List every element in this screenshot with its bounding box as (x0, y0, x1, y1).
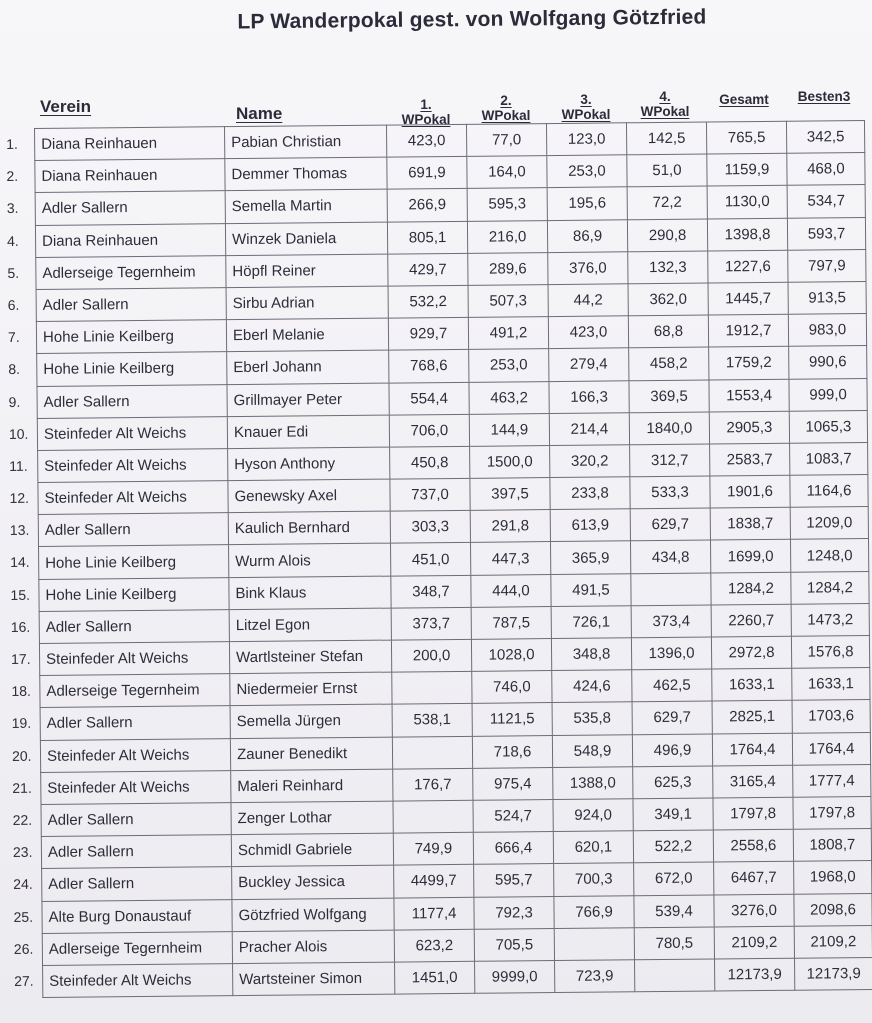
cell-pokal-3 (554, 927, 634, 960)
cell-name: Maleri Reinhard (231, 769, 393, 803)
cell-verein: Hohe Linie Keilberg (37, 352, 227, 386)
header-pokal-1-label: WPokal (401, 112, 451, 127)
cell-pokal-3: 726,1 (551, 606, 631, 639)
cell-verein: Diana Reinhauen (35, 159, 225, 193)
rank-number: 16. (10, 618, 31, 635)
rank-number: 22. (12, 811, 33, 828)
cell-besten3: 913,5 (788, 281, 866, 314)
cell-verein: Adlerseige Tegernheim (40, 674, 230, 708)
cell-pokal-1: 423,0 (386, 124, 466, 157)
cell-pokal-4: 539,4 (634, 895, 714, 928)
cell-pokal-4: 533,3 (630, 476, 710, 509)
rank-number: 25. (13, 908, 34, 925)
cell-pokal-2: 289,6 (468, 252, 548, 285)
cell-gesamt: 3276,0 (714, 894, 794, 927)
cell-pokal-1: 532,2 (388, 285, 468, 318)
cell-pokal-1: 176,7 (393, 768, 473, 801)
document-title: LP Wanderpokal gest. von Wolfgang Götzfried (237, 5, 707, 34)
cell-gesamt: 1130,0 (707, 186, 787, 219)
cell-pokal-2: 144,9 (469, 413, 549, 446)
rank-number: 3. (6, 200, 19, 217)
header-pokal-1-number: 1. (420, 97, 432, 112)
rank-number: 26. (13, 940, 34, 957)
cell-pokal-2: 9999,0 (475, 960, 555, 993)
cell-verein: Diana Reinhauen (35, 127, 225, 161)
cell-pokal-3: 44,2 (548, 284, 628, 317)
rank-number: 11. (9, 457, 28, 474)
cell-name: Semella Martin (225, 189, 387, 223)
cell-verein: Steinfeder Alt Weichs (37, 416, 227, 450)
cell-pokal-4: 434,8 (630, 540, 710, 573)
cell-pokal-1: 429,7 (388, 253, 468, 286)
cell-pokal-3: 423,0 (548, 316, 628, 349)
header-pokal-4-label: WPokal (640, 104, 690, 119)
cell-pokal-4: 1840,0 (629, 412, 709, 445)
cell-pokal-3: 365,9 (550, 541, 630, 574)
cell-besten3: 1473,2 (791, 603, 869, 636)
cell-pokal-4: 672,0 (634, 862, 714, 895)
cell-verein: Hohe Linie Keilberg (39, 545, 229, 579)
header-pokal-2-number: 2. (500, 93, 512, 108)
cell-pokal-4: 629,7 (630, 508, 710, 541)
cell-verein: Adler Sallern (40, 706, 230, 740)
cell-name: Winzek Daniela (225, 222, 387, 256)
cell-pokal-2: 291,8 (470, 510, 550, 543)
cell-pokal-1 (393, 800, 473, 833)
rank-number: 27. (14, 972, 34, 989)
cell-gesamt: 2972,8 (711, 636, 791, 669)
cell-pokal-3: 491,5 (551, 573, 631, 606)
cell-besten3: 2109,2 (794, 925, 872, 958)
cell-pokal-3: 233,8 (550, 477, 630, 510)
cell-besten3: 468,0 (787, 153, 865, 186)
cell-name: Pabian Christian (224, 125, 386, 159)
cell-name: Eberl Melanie (226, 318, 388, 352)
cell-pokal-2: 463,2 (469, 381, 549, 414)
cell-pokal-3: 548,9 (552, 734, 632, 767)
cell-pokal-1: 768,6 (389, 350, 469, 383)
cell-pokal-2: 447,3 (471, 542, 551, 575)
cell-name: Zenger Lothar (231, 801, 393, 835)
cell-pokal-2: 705,5 (474, 928, 554, 961)
cell-pokal-4: 132,3 (628, 251, 708, 284)
rank-number: 13. (9, 522, 30, 539)
cell-pokal-4: 522,2 (633, 830, 713, 863)
cell-besten3: 1777,4 (793, 764, 871, 797)
cell-pokal-1: 303,3 (390, 511, 470, 544)
cell-pokal-1: 737,0 (390, 478, 470, 511)
cell-besten3: 593,7 (787, 217, 865, 250)
cell-name: Sirbu Adrian (226, 286, 388, 320)
cell-besten3: 1703,6 (792, 700, 870, 733)
header-pokal-3-number: 3. (580, 92, 592, 107)
cell-gesamt: 1227,6 (708, 250, 788, 283)
cell-name: Genewsky Axel (228, 479, 390, 513)
cell-verein: Steinfeder Alt Weichs (38, 481, 228, 515)
cell-verein: Adlerseige Tegernheim (36, 255, 226, 289)
cell-pokal-1: 929,7 (388, 317, 468, 350)
cell-name: Schmidl Gabriele (231, 833, 393, 867)
cell-besten3: 1764,4 (792, 732, 870, 765)
cell-pokal-3: 700,3 (554, 863, 634, 896)
cell-verein: Adler Sallern (42, 867, 232, 901)
cell-pokal-3: 723,9 (555, 960, 635, 993)
rank-number: 7. (7, 329, 20, 346)
cell-pokal-4: 496,9 (632, 734, 712, 767)
rank-number: 5. (7, 264, 20, 281)
cell-pokal-1: 749,9 (393, 832, 473, 865)
cell-pokal-3: 195,6 (547, 187, 627, 220)
cell-pokal-2: 507,3 (468, 285, 548, 318)
cell-name: Pracher Alois (232, 930, 394, 964)
cell-verein: Adler Sallern (35, 191, 225, 225)
header-besten3 (784, 89, 864, 104)
cell-pokal-3: 924,0 (553, 799, 633, 832)
cell-pokal-1: 1177,4 (394, 897, 474, 930)
header-besten3-label: Besten3 (797, 89, 851, 104)
cell-gesamt: 1838,7 (710, 508, 790, 541)
cell-gesamt: 1699,0 (710, 540, 790, 573)
cell-gesamt: 3165,4 (713, 765, 793, 798)
cell-pokal-4 (631, 573, 711, 606)
cell-besten3: 1968,0 (794, 861, 872, 894)
cell-gesamt: 12173,9 (715, 958, 795, 991)
rank-number: 17. (11, 650, 31, 667)
cell-pokal-1: 1451,0 (395, 961, 475, 994)
rank-number: 15. (10, 586, 31, 603)
header-pokal-2 (466, 93, 546, 123)
cell-pokal-2: 491,2 (468, 317, 548, 350)
cell-gesamt: 2583,7 (710, 443, 790, 476)
cell-besten3: 1633,1 (792, 668, 870, 701)
cell-besten3: 2098,6 (794, 893, 872, 926)
cell-pokal-4: 462,5 (632, 669, 712, 702)
cell-besten3: 342,5 (786, 121, 864, 154)
rank-number: 23. (12, 843, 33, 861)
cell-pokal-4: 373,4 (631, 605, 711, 638)
header-pokal-1 (386, 97, 466, 127)
rank-number: 4. (7, 232, 19, 249)
cell-gesamt: 2905,3 (709, 411, 789, 444)
cell-pokal-2: 253,0 (469, 349, 549, 382)
cell-pokal-2: 666,4 (473, 832, 553, 865)
cell-pokal-4: 68,8 (628, 315, 708, 348)
cell-pokal-1: 538,1 (392, 704, 472, 737)
cell-pokal-3: 253,0 (547, 155, 627, 188)
cell-verein: Steinfeder Alt Weichs (41, 770, 231, 804)
cell-pokal-2: 746,0 (472, 671, 552, 704)
cell-besten3: 1083,7 (790, 442, 868, 475)
cell-besten3: 1248,0 (790, 539, 868, 572)
rank-number: 9. (8, 393, 21, 410)
cell-pokal-2: 1028,0 (471, 639, 551, 672)
cell-gesamt: 1284,2 (711, 572, 791, 605)
cell-name: Wartsteiner Simon (233, 962, 395, 996)
header-pokal-3 (546, 92, 626, 122)
cell-name: Grillmayer Peter (227, 383, 389, 417)
cell-verein: Hohe Linie Keilberg (39, 577, 229, 611)
cell-gesamt: 2260,7 (711, 604, 791, 637)
cell-pokal-3: 613,9 (550, 509, 630, 542)
cell-name: Kaulich Bernhard (228, 511, 390, 545)
cell-verein: Hohe Linie Keilberg (36, 320, 226, 354)
cell-gesamt: 1764,4 (712, 733, 792, 766)
rank-number: 8. (8, 361, 21, 378)
cell-pokal-3: 123,0 (546, 123, 626, 156)
cell-pokal-4: 312,7 (630, 444, 710, 477)
header-pokal-2-label: WPokal (481, 108, 531, 123)
rank-number: 20. (11, 747, 32, 764)
cell-pokal-2: 595,3 (467, 188, 547, 221)
cell-verein: Adler Sallern (39, 609, 229, 643)
header-name: Name (236, 104, 283, 123)
cell-verein: Diana Reinhauen (35, 223, 225, 257)
results-table-body (35, 121, 872, 998)
cell-besten3: 999,0 (789, 378, 867, 411)
cell-name: Buckley Jessica (232, 865, 394, 899)
cell-besten3: 990,6 (789, 346, 867, 379)
cell-name: Wartlsteiner Stefan (229, 640, 391, 674)
table-row (43, 957, 872, 997)
cell-gesamt: 2109,2 (714, 926, 794, 959)
cell-pokal-3: 766,9 (554, 895, 634, 928)
rank-number: 1. (6, 135, 18, 152)
cell-verein: Adler Sallern (41, 835, 231, 869)
cell-pokal-2: 595,7 (474, 864, 554, 897)
cell-pokal-4: 362,0 (628, 283, 708, 316)
cell-name: Litzel Egon (229, 608, 391, 642)
cell-besten3: 1209,0 (790, 507, 868, 540)
cell-pokal-1: 450,8 (390, 446, 470, 479)
cell-name: Eberl Johann (227, 350, 389, 384)
cell-pokal-2: 787,5 (471, 606, 551, 639)
cell-verein: Adler Sallern (36, 288, 226, 322)
cell-gesamt: 1912,7 (708, 314, 788, 347)
cell-pokal-1: 554,4 (389, 382, 469, 415)
cell-name: Demmer Thomas (225, 157, 387, 191)
cell-pokal-4: 72,2 (627, 186, 707, 219)
cell-besten3: 1065,3 (789, 410, 867, 443)
cell-name: Wurm Alois (229, 544, 391, 578)
rank-number: 21. (12, 779, 32, 796)
cell-name: Niedermeier Ernst (230, 672, 392, 706)
header-pokal-4 (625, 89, 705, 119)
cell-name: Bink Klaus (229, 576, 391, 610)
cell-pokal-2: 524,7 (473, 799, 553, 832)
cell-pokal-3: 535,8 (552, 702, 632, 735)
cell-pokal-3: 1388,0 (553, 767, 633, 800)
cell-besten3: 1808,7 (793, 829, 871, 862)
cell-besten3: 534,7 (787, 185, 865, 218)
rank-number: 10. (8, 425, 29, 442)
cell-pokal-1: 266,9 (387, 189, 467, 222)
header-pokal-4-number: 4. (659, 89, 671, 104)
header-pokal-3-label: WPokal (561, 107, 611, 122)
cell-verein: Adlerseige Tegernheim (42, 931, 232, 965)
cell-pokal-4: 458,2 (629, 347, 709, 380)
cell-pokal-3: 214,4 (549, 412, 629, 445)
cell-besten3: 1576,8 (791, 636, 869, 669)
cell-name: Knauer Edi (227, 415, 389, 449)
cell-gesamt: 1797,8 (713, 797, 793, 830)
cell-pokal-1: 200,0 (391, 639, 471, 672)
cell-name: Zauner Benedikt (230, 737, 392, 771)
cell-pokal-3: 348,8 (551, 638, 631, 671)
cell-verein: Steinfeder Alt Weichs (38, 449, 228, 483)
cell-pokal-2: 77,0 (466, 124, 546, 157)
cell-pokal-4: 1396,0 (631, 637, 711, 670)
cell-verein: Adler Sallern (37, 384, 227, 418)
cell-gesamt: 1759,2 (709, 347, 789, 380)
cell-pokal-3: 424,6 (552, 670, 632, 703)
cell-pokal-1: 373,7 (391, 607, 471, 640)
header-gesamt (704, 92, 784, 107)
cell-besten3: 1797,8 (793, 796, 871, 829)
cell-verein: Adler Sallern (41, 803, 231, 837)
cell-verein: Adler Sallern (38, 513, 228, 547)
cell-pokal-2: 1500,0 (470, 445, 550, 478)
cell-besten3: 1284,2 (791, 571, 869, 604)
rank-number: 19. (11, 715, 32, 732)
rank-number: 6. (7, 296, 20, 313)
cell-name: Höpfl Reiner (226, 254, 388, 288)
cell-pokal-1: 4499,7 (394, 865, 474, 898)
cell-pokal-4: 629,7 (632, 701, 712, 734)
cell-gesamt: 2825,1 (712, 701, 792, 734)
cell-name: Hyson Anthony (228, 447, 390, 481)
cell-besten3: 797,9 (788, 249, 866, 282)
cell-pokal-3: 86,9 (547, 219, 627, 252)
cell-gesamt: 765,5 (706, 121, 786, 154)
cell-pokal-2: 397,5 (470, 478, 550, 511)
cell-besten3: 983,0 (788, 314, 866, 347)
cell-gesamt: 1159,9 (707, 153, 787, 186)
cell-besten3: 12173,9 (795, 957, 872, 990)
rank-number: 2. (6, 168, 19, 185)
rank-number: 14. (10, 554, 30, 571)
cell-pokal-4: 349,1 (633, 798, 713, 831)
cell-pokal-4: 625,3 (633, 766, 713, 799)
cell-gesamt: 6467,7 (714, 862, 794, 895)
header-verein: Verein (40, 97, 92, 116)
cell-pokal-1: 691,9 (387, 157, 467, 190)
cell-gesamt: 1553,4 (709, 379, 789, 412)
cell-name: Semella Jürgen (230, 704, 392, 738)
cell-pokal-1: 706,0 (389, 414, 469, 447)
cell-pokal-1: 451,0 (391, 543, 471, 576)
cell-pokal-1: 623,2 (394, 929, 474, 962)
cell-pokal-1 (392, 672, 472, 705)
cell-gesamt: 1398,8 (707, 218, 787, 251)
rank-number: 18. (11, 682, 31, 700)
cell-pokal-2: 1121,5 (472, 703, 552, 736)
cell-gesamt: 1445,7 (708, 282, 788, 315)
cell-verein: Steinfeder Alt Weichs (39, 642, 229, 676)
header-gesamt-label: Gesamt (719, 92, 769, 107)
cell-pokal-4: 780,5 (634, 927, 714, 960)
cell-name: Götzfried Wolfgang (232, 898, 394, 932)
cell-pokal-2: 164,0 (467, 156, 547, 189)
cell-pokal-2: 444,0 (471, 574, 551, 607)
cell-besten3: 1164,6 (790, 475, 868, 508)
cell-pokal-2: 975,4 (473, 767, 553, 800)
cell-pokal-1: 348,7 (391, 575, 471, 608)
cell-pokal-3: 166,3 (549, 380, 629, 413)
cell-pokal-4: 369,5 (629, 380, 709, 413)
cell-gesamt: 2558,6 (713, 829, 793, 862)
cell-verein: Alte Burg Donaustauf (42, 899, 232, 933)
cell-pokal-4 (635, 959, 715, 992)
cell-pokal-3: 620,1 (553, 831, 633, 864)
cell-pokal-3: 279,4 (549, 348, 629, 381)
cell-gesamt: 1901,6 (710, 475, 790, 508)
cell-pokal-2: 718,6 (472, 735, 552, 768)
results-table (34, 120, 872, 998)
rank-number: 24. (13, 876, 33, 893)
cell-verein: Steinfeder Alt Weichs (43, 964, 233, 998)
cell-pokal-4: 142,5 (626, 122, 706, 155)
cell-pokal-3: 376,0 (548, 252, 628, 285)
rank-number: 12. (9, 489, 30, 507)
cell-gesamt: 1633,1 (712, 668, 792, 701)
cell-pokal-3: 320,2 (550, 445, 630, 478)
cell-pokal-2: 216,0 (467, 220, 547, 253)
cell-verein: Steinfeder Alt Weichs (40, 738, 230, 772)
cell-pokal-1: 805,1 (387, 221, 467, 254)
cell-pokal-2: 792,3 (474, 896, 554, 929)
cell-pokal-1 (392, 736, 472, 769)
cell-pokal-4: 51,0 (627, 154, 707, 187)
cell-pokal-4: 290,8 (627, 219, 707, 252)
